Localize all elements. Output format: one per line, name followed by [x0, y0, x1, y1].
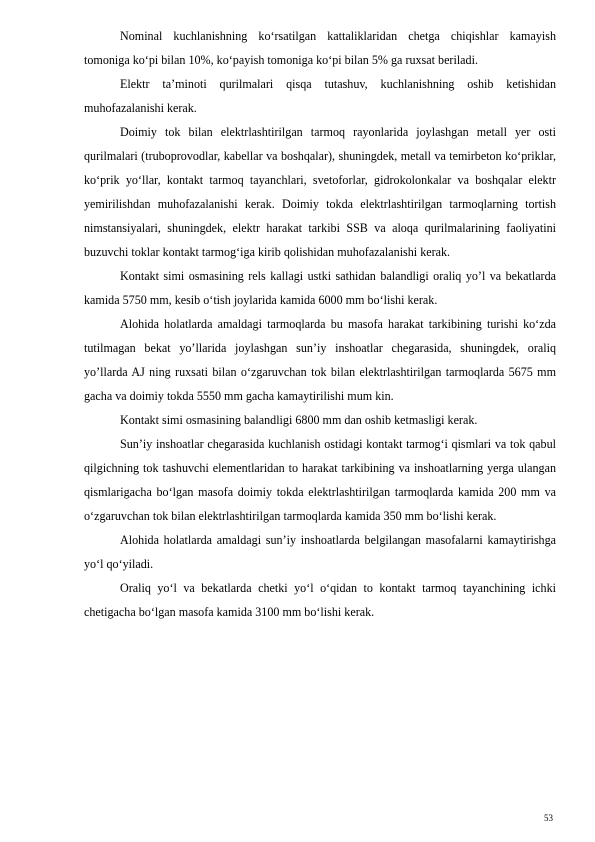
paragraph-support-distance: Oraliq yo‘l va bekatlarda chetki yo‘l o‘qidan to kontakt tarmoq tayanchining ichki chetigacha bo‘lgan masofa kamida 3100 mm bo‘lishi kerak.	[84, 581, 556, 619]
paragraph-voltage-deviation: Nominal kuchlanishning ko‘rsatilgan kattaliklaridan chetga chiqishlar kamayish tomoniga ko‘pi bilan 10%, ko‘payish tomoniga ko‘pi bilan 5% ga ruxsat beriladi.	[84, 29, 556, 67]
page-body	[84, 24, 556, 624]
paragraph-max-height: Kontakt simi osmasining balandligi 6800 mm dan oshib ketmasligi kerak.	[120, 413, 478, 427]
page-number: 53	[544, 813, 553, 823]
paragraph-special-cases-height: Alohida holatlarda amaldagi tarmoqlarda bu masofa harakat tarkibining turishi ko‘zda tutilmagan bekat yo’llarida joylashgan sun’iy inshoatlar chegarasida, shuningdek, oraliq yo’llarda AJ ning ruxsati bilan o‘zgaruvchan tok bilan elektrlashtirilgan tarmoqlarda 5675 mm gacha va doimiy tokda 5550 mm gacha kamaytirilishi mum kin.	[84, 317, 556, 403]
paragraph-reduced-clearance: Alohida holatlarda amaldagi sun’iy inshoatlarda belgilangan masofalarni kamaytirishga yo‘l qo‘yiladi.	[84, 533, 556, 571]
paragraph-short-circuit-protection: Elektr ta’minoti qurilmalari qisqa tutashuv, kuchlanishning oshib ketishidan muhofazalanishi kerak.	[84, 77, 556, 115]
paragraph-structure-clearance: Sun’iy inshoatlar chegarasida kuchlanish ostidagi kontakt tarmog‘i qismlari va tok qabul qilgichning tok tashuvchi elementlaridan to harakat tarkibining va inshoatlarning yerga ulangan qismlarigacha bo‘lgan masofa doimiy tokda elektrlashtirilgan tarmoqlarda kamida 200 mm va o‘zgaruvchan tok bilan elektrlashtirilgan tarmoqlarda kamida 350 mm bo‘lishi kerak.	[84, 437, 556, 523]
paragraph-electrocorrosion-protection: Doimiy tok bilan elektrlashtirilgan tarmoq rayonlarida joylashgan metall yer osti qurilmalari (truboprovodlar, kabellar va boshqalar), shuningdek, metall va temirbeton ko‘priklar, ko‘prik yo‘llar, kontakt tarmoq tayanchlari, svetoforlar, gidrokolonkalar va boshqalar elektr yemirilishdan muhofazalanishi kerak. Doimiy tokda elektrlashtirilgan tarmoqlarning tortish nimstansiyalari, shuningdek, elektr harakat tarkibi SSB va aloqa qurilmalarining faoliyatini buzuvchi toklar kontakt tarmog‘iga kirib qolishidan muhofazalanishi kerak.	[84, 125, 556, 259]
paragraph-contact-wire-height: Kontakt simi osmasining rels kallagi ustki sathidan balandligi oraliq yo’l va bekatlarda kamida 5750 mm, kesib o‘tish joylarida kamida 6000 mm bo‘lishi kerak.	[84, 269, 556, 307]
